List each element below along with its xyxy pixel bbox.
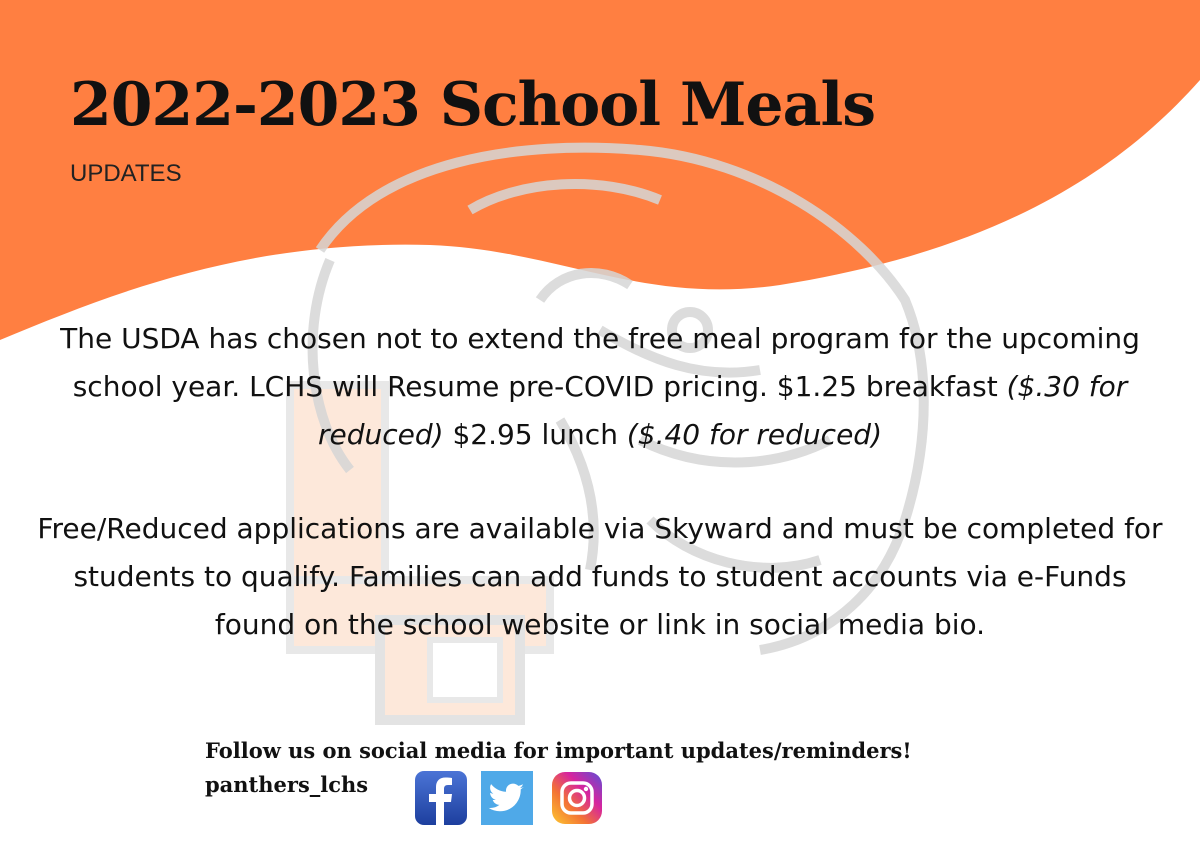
social-handle: panthers_lchs — [205, 772, 369, 797]
pricing-text-1: The USDA has chosen not to extend the free meal program for the upcoming school year. LCHS will Resume pre-COVID pricing. $1.25 breakfast — [60, 322, 1140, 403]
facebook-icon[interactable] — [414, 770, 468, 826]
twitter-icon[interactable] — [480, 770, 534, 826]
pricing-paragraph — [30, 315, 1170, 459]
follow-text: Follow us on social media for important updates/reminders! — [205, 738, 912, 763]
pricing-text-2: $2.95 lunch — [443, 418, 627, 451]
lunch-reduced-price: ($.40 for reduced) — [626, 418, 882, 451]
page-subtitle: UPDATES — [70, 160, 182, 187]
applications-paragraph: Free/Reduced applications are available via Skyward and must be completed for students to qualify. Families can add funds to student accounts via e-Funds found on the school website or link in social media bio. — [37, 512, 1163, 641]
instagram-icon[interactable] — [550, 770, 604, 826]
page-title: 2022-2023 School Meals — [70, 70, 876, 140]
breakfast-reduced-price: ($.30 for reduced) — [317, 370, 1128, 451]
